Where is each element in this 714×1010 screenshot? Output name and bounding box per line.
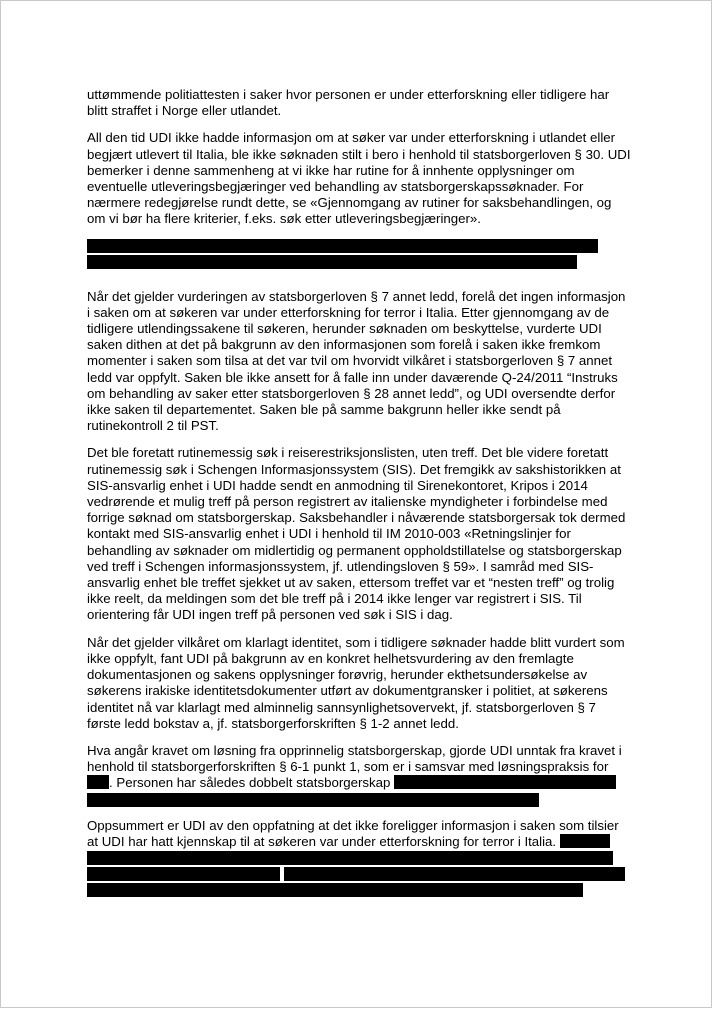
paragraph-2: All den tid UDI ikke hadde informasjon om at søker var under etterforskning i utlandet eller begjært utlevert til Italia, ble ikke søknaden stilt i bero i henhold til statsborgerloven § 30. UDI bemerker i denne sammenheng at vi ikke har rutine for å innhente opplysninger om eventuelle utleveringsbegjæringer ved behandling av statsborgerskapssøknader. For nærmere redegjørelse rundt dette, se «Gjennomgang av rutiner for saksbehandlingen, og om vi bør ha flere kriterier, f.eks. søk etter utleveringsbegjæringer». [87,130,631,227]
paragraph-1: uttømmende politiattesten i saker hvor personen er under etterforskning eller tidligere har blitt straffet i Norge eller utlandet. [87,87,610,119]
redaction-bar [87,867,280,881]
paragraph-6 [87,743,632,807]
paragraph-7-text: Oppsummert er UDI av den oppfatning at det ikke foreligger informasjon i saken som tilsier at UDI har hatt kjennskap til at søkeren var under etterforskning for terror i Italia. [87,817,619,849]
paragraph-5: Når det gjelder vilkåret om klarlagt identitet, som i tidligere søknader hadde blitt vurdert som ikke oppfylt, fant UDI på bakgrunn av en konkret helhetsvurdering av den fremlagte dokumentasjonen og sakens opplysninger forøvrig, herunder ekthetsundersøkelse av søkerens irakiske identitetsdokumenter utført av dokumentgransker i politiet, at søkerens identitet nå var klarlagt med alminnelig sannsynlighetsovervekt, jf. statsborgerloven § 7 første ledd bokstav a, jf. statsborgerforskriften § 1-2 annet ledd. [87,634,625,731]
redaction-bar [87,793,539,807]
redacted-block-1 [87,239,632,269]
redaction-bar [87,255,577,269]
paragraph-4: Det ble foretatt rutinemessig søk i reiserestriksjonslisten, uten treff. Det ble videre foretatt rutinemessig søk i Schengen Informasjonssystem (SIS). Det fremgikk av sakshistorikken at SIS-ansvarlig enhet i UDI hadde sendt en anmodning til Sirenekontoret, Kripos i 2014 vedrørende et mulig treff på person registrert av italienske myndigheter i forbindelse med forrige søknad om statsborgerskap. Saksbehandler i nåværende statsborgersak tok dermed kontakt med SIS-ansvarlig enhet i UDI i henhold til IM 2010-003 «Retningslinjer for behandling av søknader om midlertidig og permanent oppholdstillatelse og statsborgerskap ved treff i Schengen informasjonssystem, jf. utlendingsloven § 59». I samråd med SIS-ansvarlig enhet ble treffet sjekket ut av saken, ettersom treffet var et “nesten treff” og trolig ikke reelt, da meldingen som det ble treff på i 2014 ikke lenger var registrert i SIS. Til orientering får UDI ingen treff på personen ved søk i SIS i dag. [87,445,626,623]
paragraph-7 [87,818,632,899]
redaction-bar [87,239,598,253]
paragraph-3: Når det gjelder vurderingen av statsborgerloven § 7 annet ledd, forelå det ingen informasjon i saken om at søkeren var under etterforskning for terror i Italia. Etter gjennomgang av de tidligere utlendingssakene til søkeren, herunder søknaden om beskyttelse, vurderte UDI saken dithen at det på bakgrunn av den informasjonen som forelå i saken ikke fremkom momenter i saken som tilsa at det var tvil om hvorvidt vilkåret i statsborgerloven § 7 annet ledd var oppfylt. Saken ble ikke ansett for å falle inn under daværende Q-24/2011 “Instruks om behandling av saker etter statsborgerloven § 28 annet ledd”, og UDI oversendte derfor ikke saken til departementet. Saken ble på samme bakgrunn heller ikke sendt på rutinekontroll 2 til PST. [87,288,626,434]
redaction-inline [87,775,109,789]
document-body [87,87,632,899]
redaction-bar [284,867,625,881]
paragraph-6-text-1: Hva angår kravet om løsning fra opprinnelig statsborgerskap, gjorde UDI unntak fra kravet i henhold til statsborgerforskriften § 6-1 punkt 1, som er i samsvar med løsningspraksis for [87,742,622,775]
redaction-inline [394,775,616,789]
redaction-bar [87,883,583,897]
redaction-bar [87,851,613,865]
redaction-inline [560,834,610,848]
paragraph-6-text-2: . Personen har således dobbelt statsborgerskap [109,775,391,791]
